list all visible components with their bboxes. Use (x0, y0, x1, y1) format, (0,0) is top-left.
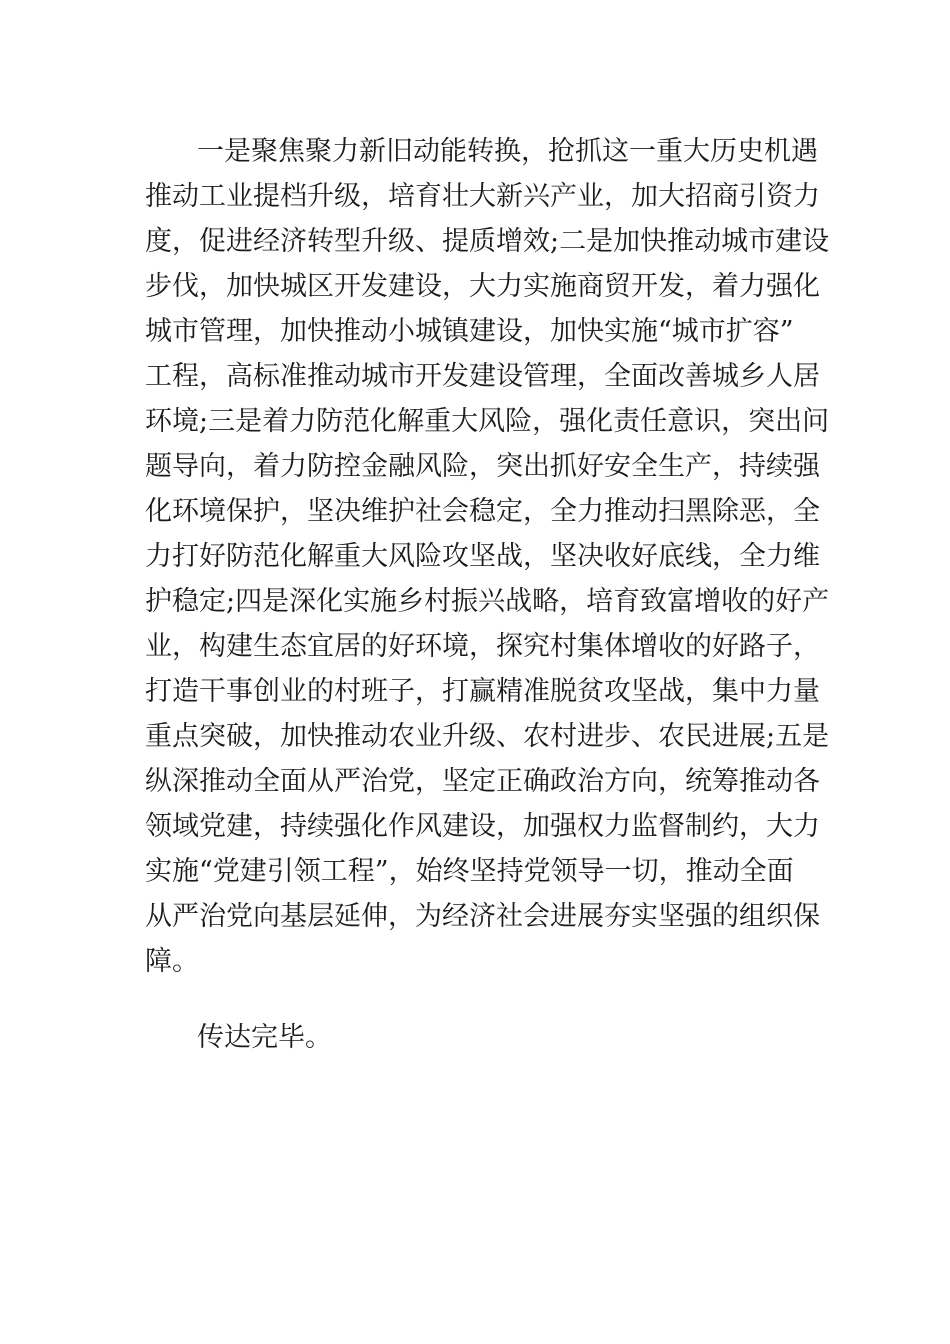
paragraph-1-line: 一是聚焦聚力新旧动能转换，抢抓这一重大历史机遇 (197, 136, 818, 167)
paragraph-1-line: 护稳定;四是深化实施乡村振兴战略，培育致富增收的好产 (145, 586, 830, 617)
paragraph-1-line: 题导向，着力防控金融风险，突出抓好安全生产，持续强 (145, 451, 820, 482)
paragraph-1-line: 步伐，加快城区开发建设，大力实施商贸开发，着力强化 (145, 271, 820, 302)
paragraph-1-line: 业，构建生态宜居的好环境，探究村集体增收的好路子， (145, 631, 820, 662)
paragraph-1-line: 化环境保护，坚决维护社会稳定，全力推动扫黑除恶，全 (145, 496, 820, 527)
paragraph-2: 传达完毕。 (197, 1022, 332, 1053)
paragraph-1-line: 打造干事创业的村班子，打赢精准脱贫攻坚战，集中力量 (145, 676, 820, 707)
paragraph-1-line: 城市管理，加快推动小城镇建设，加快实施“城市扩容” (145, 316, 794, 347)
paragraph-1-line: 重点突破，加快推动农业升级、农村进步、农民进展;五是 (145, 721, 830, 752)
paragraph-1-line: 从严治党向基层延伸，为经济社会进展夯实坚强的组织保 (145, 901, 820, 932)
paragraph-1-line: 领域党建，持续强化作风建设，加强权力监督制约，大力 (145, 811, 820, 842)
paragraph-1-line: 力打好防范化解重大风险攻坚战，坚决收好底线，全力维 (145, 541, 820, 572)
paragraph-1-line: 障。 (145, 946, 199, 977)
paragraph-1-line: 工程，高标准推动城市开发建设管理，全面改善城乡人居 (145, 361, 820, 392)
paragraph-1-line: 度，促进经济转型升级、提质增效;二是加快推动城市建设 (145, 226, 830, 257)
paragraph-1-line: 环境;三是着力防范化解重大风险，强化责任意识，突出问 (145, 406, 830, 437)
paragraph-1-line: 推动工业提档升级，培育壮大新兴产业，加大招商引资力 (145, 181, 820, 212)
paragraph-1-line: 实施“党建引领工程”，始终坚持党领导一切，推动全面 (145, 856, 794, 887)
paragraph-1-line: 纵深推动全面从严治党，坚定正确政治方向，统筹推动各 (145, 766, 820, 797)
